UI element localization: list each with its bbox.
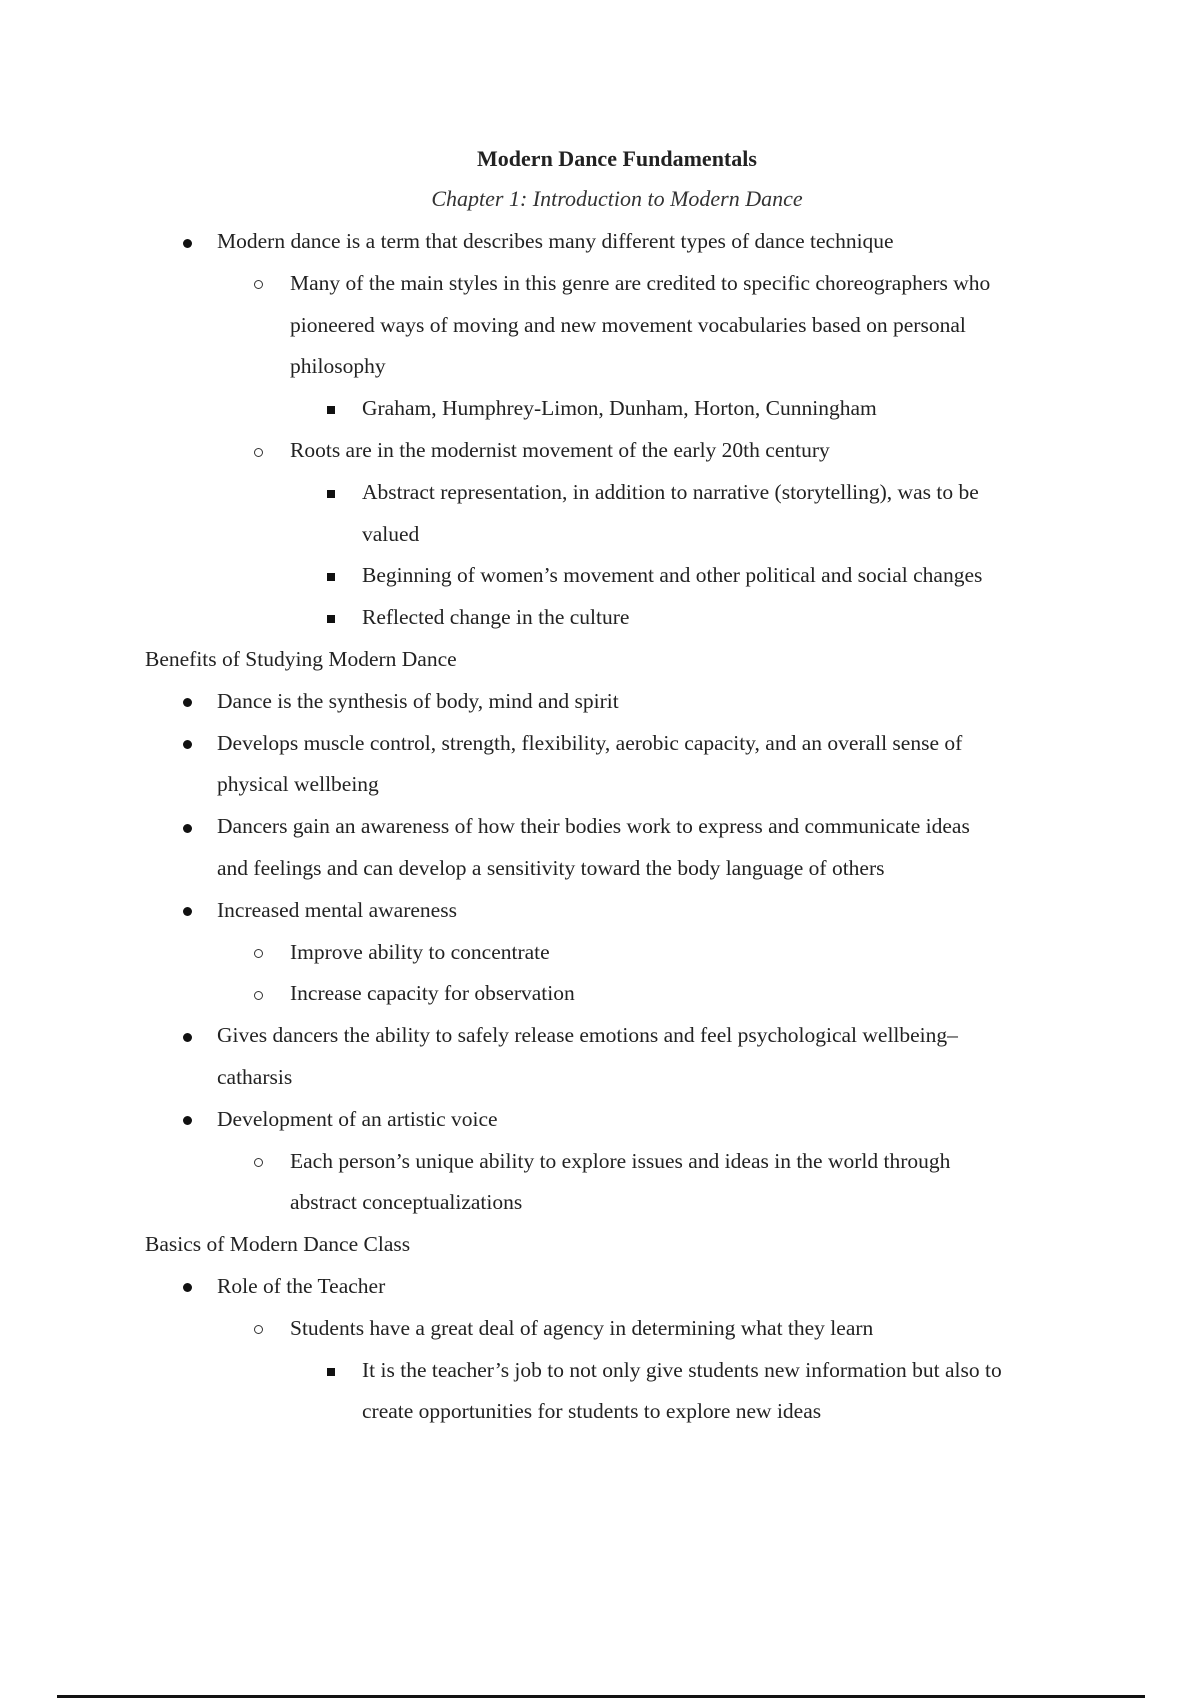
line-text: philosophy [290,354,386,379]
square-bullet-icon [327,406,335,414]
bullet-bullet-icon [183,698,192,707]
list-item-line [0,806,1200,848]
list-item-line [0,1182,1200,1224]
list-marker [327,1350,335,1392]
line-text: valued [362,521,420,546]
list-marker [183,806,192,848]
list-item-line [0,555,1200,597]
line-text: Increase capacity for observation [290,981,575,1006]
list-item-line [0,1099,1200,1141]
list-item-line [0,305,1200,347]
list-marker [254,1141,263,1183]
list-item-line [0,1057,1200,1099]
list-item-line [0,932,1200,974]
line-text: Benefits of Studying Modern Dance [145,646,457,671]
line-text: Gives dancers the ability to safely release emotions and feel psychological wellbeing– [217,1023,958,1048]
bullet-bullet-icon [183,1116,192,1125]
line-text: Abstract representation, in addition to narrative (storytelling), was to be [362,479,979,504]
line-text: catharsis [217,1064,293,1089]
line-text: Students have a great deal of agency in determining what they learn [290,1315,874,1340]
list-marker [183,681,192,723]
line-text: Develops muscle control, strength, flexibility, aerobic capacity, and an overall sense of [217,730,963,755]
line-text: It is the teacher’s job to not only give students new information but also to [362,1357,1002,1382]
circle-bullet-icon [254,991,263,1000]
bullet-bullet-icon [183,824,192,833]
document-title: Modern Dance Fundamentals [477,146,757,171]
line-text: Increased mental awareness [217,897,457,922]
list-item-line [0,388,1200,430]
square-bullet-icon [327,615,335,623]
square-bullet-icon [327,490,335,498]
list-item-line [0,263,1200,305]
line-text: Graham, Humphrey-Limon, Dunham, Horton, Cunningham [362,396,877,421]
list-marker [327,555,335,597]
line-text: Modern dance is a term that describes many different types of dance technique [217,229,894,253]
list-marker [254,1308,263,1350]
list-marker [183,723,192,765]
line-text: Dance is the synthesis of body, mind and spirit [217,688,619,713]
list-item-line [0,221,1200,263]
line-text: Many of the main styles in this genre are credited to specific choreographers who [290,270,991,295]
circle-bullet-icon [254,280,263,289]
list-item-line [0,346,1200,388]
bullet-bullet-icon [183,1033,192,1042]
list-item-line [0,514,1200,556]
list-marker [183,221,192,263]
circle-bullet-icon [254,1325,263,1334]
bullet-bullet-icon [183,740,192,749]
list-item-line [0,1350,1200,1392]
list-item-line [0,681,1200,723]
list-item-line [0,597,1200,639]
list-item-line [0,1266,1200,1308]
list-marker [183,890,192,932]
circle-bullet-icon [254,448,263,457]
page-bottom-rule [57,1695,1145,1698]
section-heading [0,1224,1200,1266]
list-marker [254,973,263,1015]
list-item-line [0,1308,1200,1350]
list-marker [183,1266,192,1308]
list-marker [327,597,335,639]
list-marker [254,430,263,472]
line-text: Dancers gain an awareness of how their bodies work to express and communicate ideas [217,814,970,839]
list-marker [183,1015,192,1057]
list-marker [327,388,335,430]
line-text: physical wellbeing [217,772,379,797]
line-text: Role of the Teacher [217,1273,386,1298]
list-item-line [0,764,1200,806]
list-item-line [0,472,1200,514]
line-text: Improve ability to concentrate [290,939,550,964]
circle-bullet-icon [254,949,263,958]
list-marker [254,932,263,974]
bullet-bullet-icon [183,239,192,248]
line-text: Reflected change in the culture [362,605,630,630]
list-item-line [0,1141,1200,1183]
line-text: abstract conceptualizations [290,1190,523,1215]
list-item-line [0,1391,1200,1433]
line-text: pioneered ways of moving and new movement vocabularies based on personal [290,312,966,337]
square-bullet-icon [327,573,335,581]
square-bullet-icon [327,1368,335,1376]
document-body [0,221,1200,1433]
line-text: Beginning of women’s movement and other political and social changes [362,563,983,588]
circle-bullet-icon [254,1158,263,1167]
chapter-subtitle: Chapter 1: Introduction to Modern Dance [431,186,803,211]
line-text: Roots are in the modernist movement of the early 20th century [290,437,830,462]
line-text: and feelings and can develop a sensitivity toward the body language of others [217,855,885,880]
line-text: create opportunities for students to explore new ideas [362,1399,822,1424]
bullet-bullet-icon [183,1283,192,1292]
line-text: Development of an artistic voice [217,1106,498,1131]
list-item-line [0,890,1200,932]
list-marker [327,472,335,514]
section-heading [0,639,1200,681]
line-text: Basics of Modern Dance Class [145,1232,411,1257]
list-item-line [0,973,1200,1015]
list-item-line [0,1015,1200,1057]
list-marker [183,1099,192,1141]
list-item-line [0,848,1200,890]
list-marker [254,263,263,305]
list-item-line [0,430,1200,472]
list-item-line [0,723,1200,765]
line-text: Each person’s unique ability to explore issues and ideas in the world through [290,1148,951,1173]
bullet-bullet-icon [183,907,192,916]
